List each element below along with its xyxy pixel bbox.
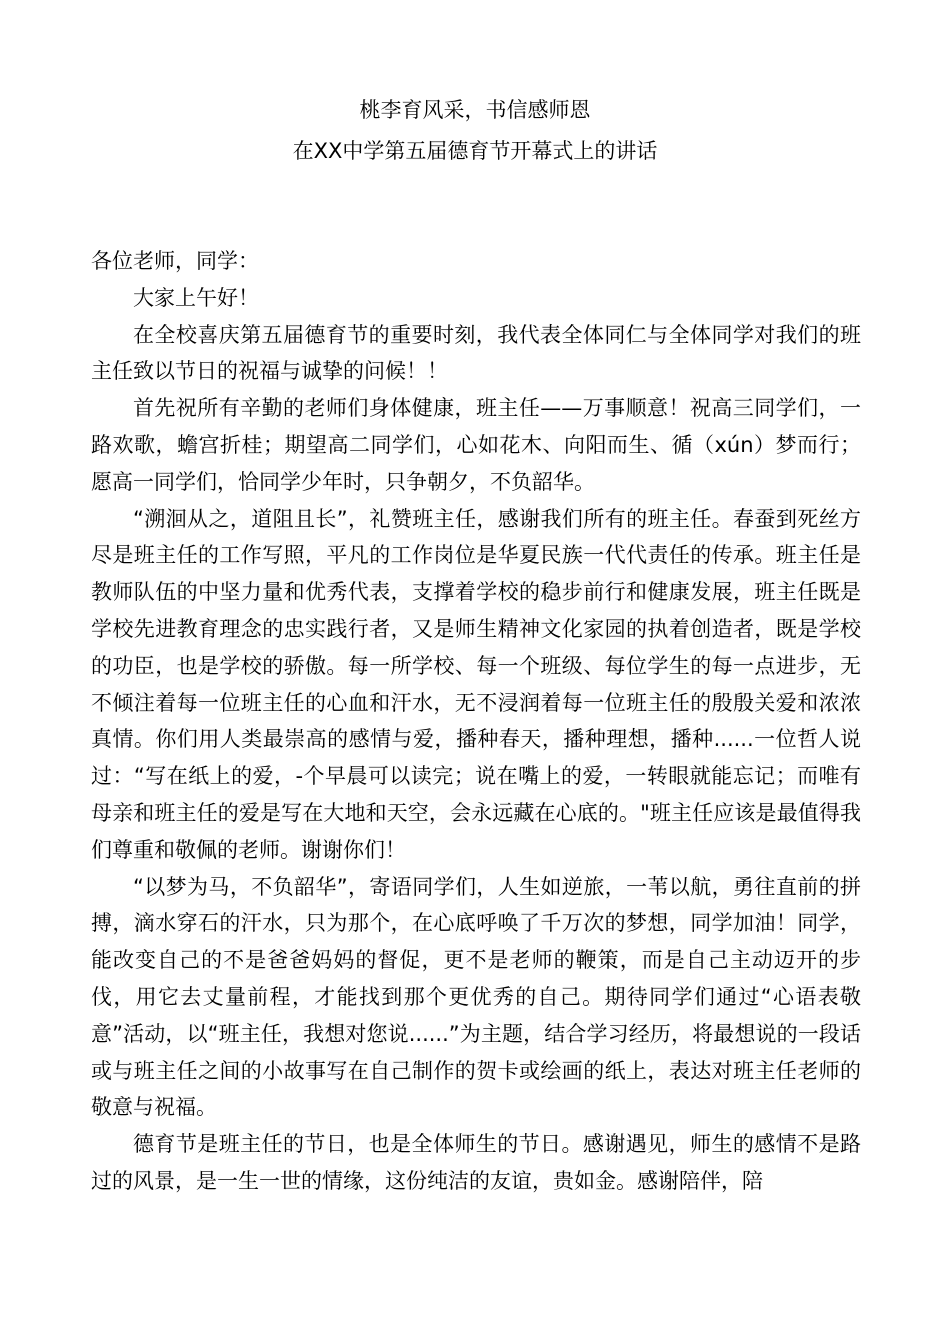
paragraph-wishes: 首先祝所有辛勤的老师们身体健康，班主任——万事顺意！祝高三同学们，一路欢歌，蟾宫折桂；期望高二同学们，心如花木、向阳而生、循（xún）梦而行；愿高一同学们，恰同学少年时，只争朝夕，不负韶华。 bbox=[91, 396, 861, 494]
document-subtitle: 在XX中学第五届德育节开幕式上的讲话 bbox=[292, 139, 658, 163]
paragraph-message-students: “以梦为马，不负韶华”，寄语同学们，人生如逆旅，一苇以航，勇往直前的拼搏，滴水穿石的汗水，只为那个，在心底呼唤了千万次的梦想，同学加油！同学，能改变自己的不是爸爸妈妈的督促，更不是老师的鞭策，而是自己主动迈开的步伐，用它去丈量前程，才能找到那个更优秀的自己。期待同学们通过“心语表敬意”活动，以“班主任，我想对您说......”为主题，结合学习经历，将最想说的一段话或与班主任之间的小故事写在自己制作的贺卡或绘画的纸上，表达对班主任老师的敬意与祝福。 bbox=[91, 874, 861, 1120]
paragraph-congratulations: 在全校喜庆第五届德育节的重要时刻，我代表全体同仁与全体同学对我们的班主任致以节日的祝福与诚挚的问候！！ bbox=[91, 322, 861, 384]
speech-body bbox=[91, 243, 861, 1200]
paragraph-praise-teachers: “溯洄从之，道阻且长”，礼赞班主任，感谢我们所有的班主任。春蚕到死丝方尽是班主任的工作写照，平凡的工作岗位是华夏民族一代代责任的传承。班主任是教师队伍的中坚力量和优秀代表，支撑着学校的稳步前行和健康发展，班主任既是学校先进教育理念的忠实践行者，又是师生精神文化家园的执着创造者，既是学校的功臣，也是学校的骄傲。每一所学校、每一个班级、每位学生的每一点进步，无不倾注着每一位班主任的心血和汗水，无不浸润着每一位班主任的殷殷关爱和浓浓真情。你们用人类最崇高的感情与爱，播种春天，播种理想，播种......一位哲人说过：“写在纸上的爱，-个早晨可以读完；说在嘴上的爱，一转眼就能忘记；而唯有母亲和班主任的爱是写在大地和天空，会永远藏在心底的。"班主任应该是最值得我们尊重和敬佩的老师。谢谢你们！ bbox=[91, 506, 861, 862]
document-title: 桃李育风采，书信感师恩 bbox=[359, 98, 591, 122]
salutation: 各位老师，同学： bbox=[91, 249, 259, 273]
paragraph-moral-festival: 德育节是班主任的节日，也是全体师生的节日。感谢遇见，师生的感情不是路过的风景，是一生一世的情缘，这份纯洁的友谊，贵如金。感谢陪伴，陪 bbox=[91, 1132, 861, 1193]
paragraph-greeting: 大家上午好！ bbox=[133, 285, 259, 310]
